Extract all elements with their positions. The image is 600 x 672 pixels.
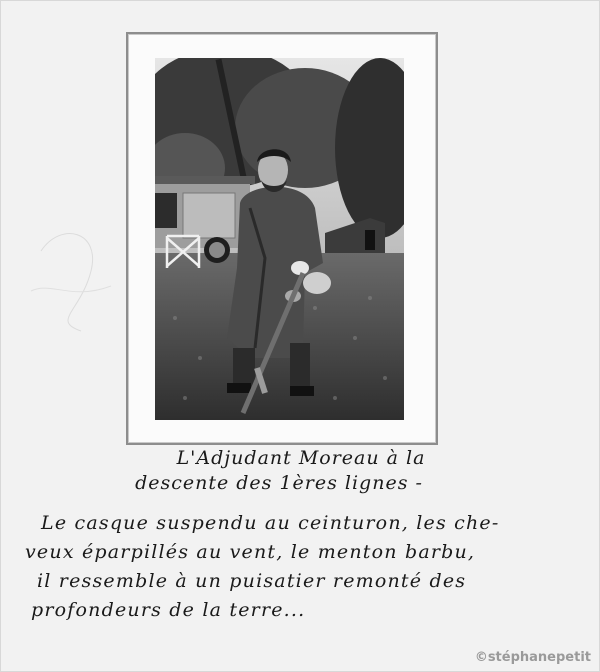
pencil-sketch <box>21 211 131 341</box>
description-line-2: veux éparpillés au vent, le menton barbu, <box>25 541 476 563</box>
description-line-1: Le casque suspendu au ceinturon, les che- <box>41 512 500 534</box>
caption-line-2: descente des 1ères lignes - <box>135 472 423 494</box>
photo-mount <box>126 32 438 445</box>
caption-line-1: L'Adjudant Moreau à la <box>176 447 426 469</box>
description-line-3: il ressemble à un puisatier remonté des <box>37 570 467 592</box>
description-text <box>25 509 585 625</box>
copyright-watermark: ©stéphanepetit <box>474 650 591 665</box>
description-line-4: profondeurs de la terre... <box>31 599 306 621</box>
photograph <box>155 58 404 420</box>
photo-image <box>155 58 404 420</box>
